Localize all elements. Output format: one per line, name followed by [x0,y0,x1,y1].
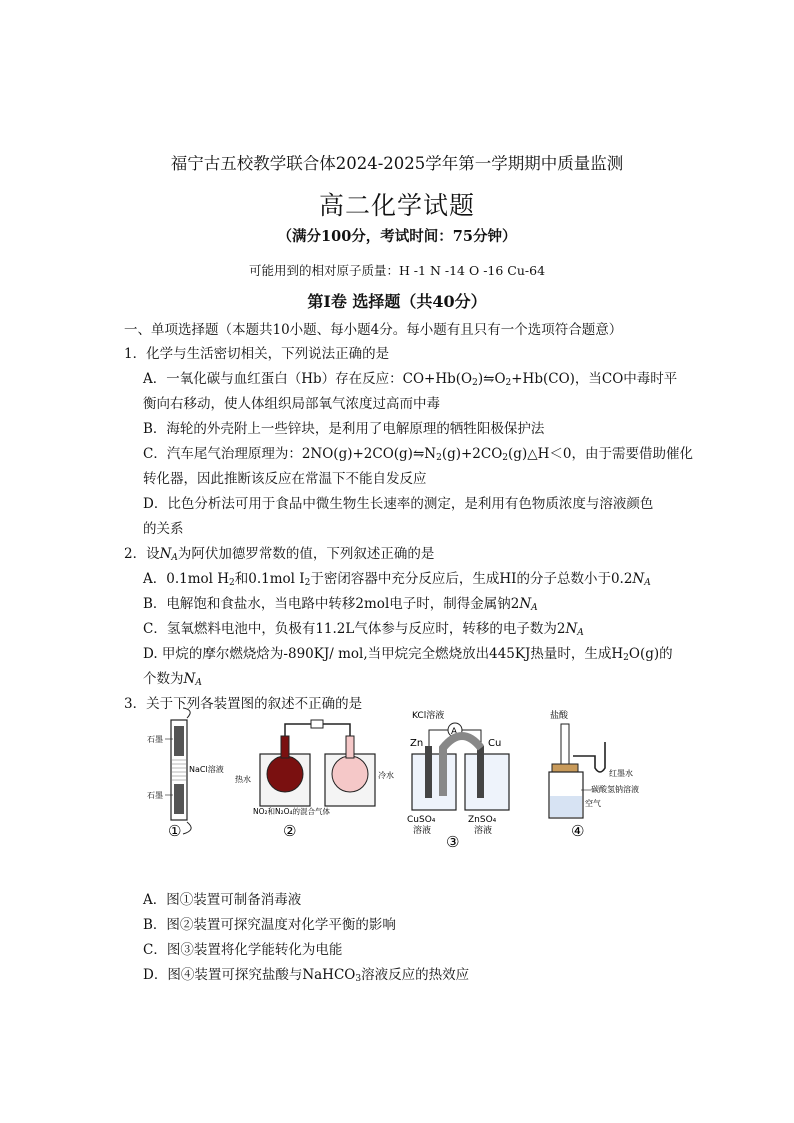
figure-3-galvanic-cell [407,709,509,851]
q3-option-d [143,966,469,984]
q2-d-cont-text: 个数为 [143,671,184,687]
label-hydrochloric-acid: 盐酸 [550,711,569,721]
label-znso4-solution: 溶液 [474,826,493,836]
school-title: 福宁古五校教学联合体2024-2025学年第一学期期中质量监测 [170,154,624,173]
figure-label-1: ① [168,822,182,840]
na-symbol: N [632,571,645,587]
q1-a-part3: +Hb(CO)，当CO中毒时平 [511,371,678,387]
q2-d-part1: D. 甲烷的摩尔燃烧焓为-890KJ/ mol,当甲烷完全燃烧放出445KJ热量时，生成H [143,646,624,662]
figure-1-electrolysis [147,708,224,840]
q1-option-a-cont: 衡向右移动，使人体组织局部氧气浓度过高而中毒 [143,396,440,412]
label-air: 空气 [585,799,601,808]
na-symbol: N [565,621,578,637]
q1-stem: 1．化学与生活密切相关，下列说法正确的是 [124,346,390,362]
figure-label-2: ② [283,822,297,840]
q2-option-d [143,645,673,663]
figure-label-4: ④ [571,822,585,840]
na-symbol: N [519,596,532,612]
q2-option-c [143,620,584,638]
na-symbol: N [183,671,196,687]
q1-c-part1: C．汽车尾气治理原理为：2NO(g)+2CO(g)⇋N [143,446,437,462]
figure-label-3: ③ [446,833,460,851]
na-sub: A [195,678,202,688]
graphite-top [174,726,184,756]
wire-top [183,708,190,718]
label-graphite-bottom: 石墨 [147,791,163,800]
clamp [311,720,323,728]
q1-option-c-cont: 转化器，因此推断该反应在常温下不能自发反应 [143,471,427,487]
q2-a-part3: 于密闭容器中充分反应后，生成HI的分子总数小于0.2 [310,571,633,587]
q3-option-c: C．图③装置将化学能转化为电能 [143,942,343,958]
sub: 2 [436,453,442,463]
q2-a-part1: A．0.1mol H [143,571,230,587]
q2-stem [124,545,434,563]
cu-electrode [477,746,484,798]
q3-d-part2: 溶液反应的热效应 [361,967,470,983]
q1-a-part1: A．一氧化碳与血红蛋白（Hb）存在反应：CO+Hb(O [143,371,473,387]
flask-light [332,756,368,792]
part-one-heading: 第I卷 选择题（共40分） [307,292,487,311]
beaker-right [465,754,509,810]
q3-option-b: B．图②装置可探究温度对化学平衡的影响 [143,917,396,933]
label-kcl: KCl溶液 [412,711,445,721]
nahco3-solution [550,796,582,817]
label-nacl: NaCl溶液 [189,765,224,774]
q2-option-b [143,595,538,613]
q2-c-text: C．氢氧燃料电池中，负极有11.2L气体参与反应时，转移的电子数为2 [143,621,566,637]
q2-a-part2: 和0.1mol I [234,571,305,587]
na-sub: A [531,603,538,613]
sub: 2 [505,378,512,388]
q2-stem-a: 2．设 [124,546,160,562]
stopper [552,764,578,772]
dropping-funnel [561,724,569,764]
q3-option-a: A．图①装置可制备消毒液 [143,892,302,908]
label-cold-water: 冷水 [378,771,394,780]
atomic-mass-info: 可能用到的相对原子质量：H -1 N -14 O -16 Cu-64 [248,263,546,278]
sub: 2 [229,578,235,588]
flask-dark [267,756,303,792]
q1-c-part2: (g)+2CO [441,446,503,462]
q1-option-a [143,370,677,388]
na-sub: A [644,578,651,588]
q2-b-text: B．电解饱和食盐水，当电路中转移2mol电子时，制得金属钠2 [143,596,520,612]
sub: 2 [472,378,478,388]
q1-option-d: D．比色分析法可用于食品中微生物生长速率的测定，是利用有色物质浓度与溶液颜色 [143,496,654,512]
section-intro: 一、单项选择题（本题共10小题、每小题4分。每小题有且只有一个选项符合题意） [124,322,623,338]
q1-option-c [143,445,693,463]
label-graphite-top: 石墨 [147,735,163,744]
q3-d-part1: D．图④装置可探究盐酸与NaHCO [143,967,356,983]
q2-stem-b: 为阿伏加德罗常数的值，下列叙述正确的是 [177,546,435,562]
q2-d-part2: O(g)的 [628,646,673,662]
wire-bottom [183,822,191,834]
graphite-bottom [174,784,184,814]
q1-option-b: B．海轮的外壳附上一些锌块，是利用了电解原理的牺牲阳极保护法 [143,421,545,437]
label-cuso4: CuSO₄ [407,815,436,825]
label-red-ink: 红墨水 [609,769,633,778]
zn-electrode [425,746,432,798]
q1-option-d-cont: 的关系 [143,521,184,537]
label-cuso4-solution: 溶液 [413,826,432,836]
na-sub: A [577,628,584,638]
apparatus-figures [125,706,685,856]
na-symbol: N [159,546,172,562]
q3-stem: 3．关于下列各装置图的叙述不正确的是 [124,696,363,712]
figure-4-thermal-effect [549,709,639,840]
q2-option-a [143,570,651,588]
ammeter-label: A [451,727,458,737]
q1-a-part2: )⇋O [477,371,506,387]
q2-option-d-cont [143,670,202,688]
sub: 3 [355,974,362,984]
subject-title: 高二化学试题 [318,191,475,220]
label-znso4: ZnSO₄ [468,815,497,825]
label-gas-mix: NO₂和N₂O₄的混合气体 [253,807,331,816]
label-hot-water: 热水 [235,775,251,784]
sub: 2 [304,578,311,588]
na-sub: A [171,553,178,563]
q1-c-part3: (g)△H＜0，由于需要借助催化 [508,446,693,462]
label-zn: Zn [410,738,424,749]
label-nahco3: 碳酸氢钠溶液 [591,785,639,794]
figure-2-equilibrium [235,720,394,840]
score-time-info: （满分100分，考试时间：75分钟） [277,228,517,245]
sub: 2 [502,453,509,463]
label-cu: Cu [488,738,502,749]
beaker-left [412,754,456,810]
sub: 2 [623,653,629,663]
